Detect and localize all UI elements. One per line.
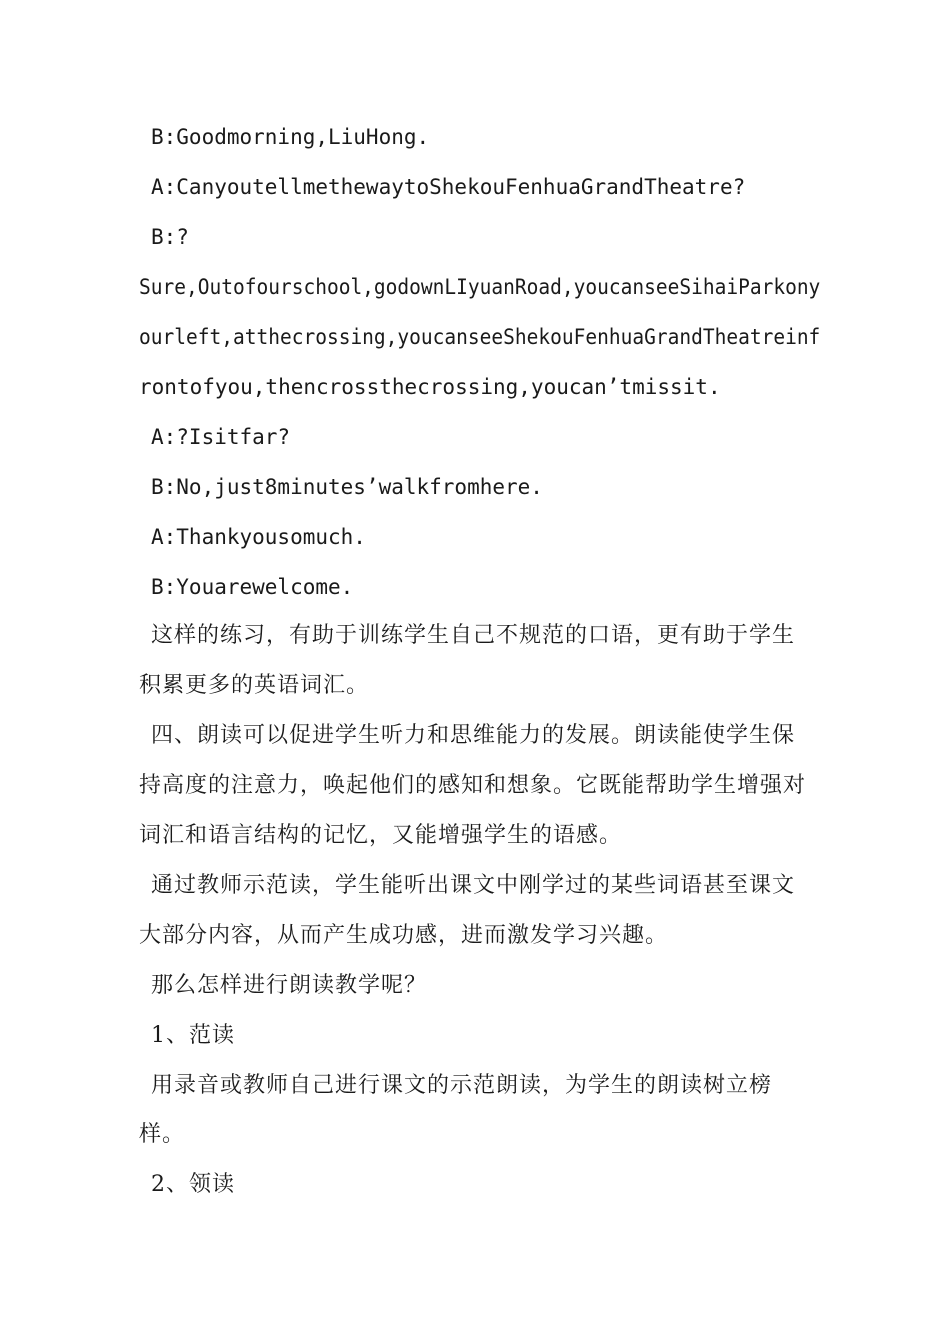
dialogue-line: rontofyou,thencrossthecrossing,youcan’tmissit. [139, 375, 721, 399]
dialogue-line: ourleft,atthecrossing,youcanseeShekouFenhuaGrandTheatreinf [139, 325, 821, 349]
dialogue-line: A:CanyoutellmethewaytoShekouFenhuaGrandTheatre? [151, 175, 746, 199]
paragraph-line: 大部分内容，从而产生成功感，进而激发学习兴趣。 [139, 923, 669, 948]
dialogue-line: Sure,Outofourschool,godownLIyuanRoad,youcanseeSihaiParkony [139, 275, 821, 299]
paragraph-line: 词汇和语言结构的记忆，又能增强学生的语感。 [139, 823, 623, 848]
paragraph-line: 积累更多的英语词汇。 [139, 673, 370, 698]
dialogue-line: B:No,just8minutes’walkfromhere. [151, 475, 543, 499]
paragraph-line: 持高度的注意力，唤起他们的感知和想象。它既能帮助学生增强对 [139, 773, 807, 798]
paragraph-line: 用录音或教师自己进行课文的示范朗读，为学生的朗读树立榜 [151, 1073, 773, 1098]
section-heading: 1、范读 [151, 1023, 235, 1048]
paragraph-line: 这样的练习，有助于训练学生自己不规范的口语，更有助于学生 [151, 623, 796, 648]
dialogue-line: B:Goodmorning,LiuHong. [151, 125, 430, 149]
dialogue-line: A:Thankyousomuch. [151, 525, 366, 549]
section-heading: 2、领读 [151, 1172, 235, 1197]
paragraph-line: 四、朗读可以促进学生听力和思维能力的发展。朗读能使学生保 [151, 723, 796, 748]
paragraph-line: 那么怎样进行朗读教学呢？ [151, 973, 428, 998]
dialogue-line: B:Youarewelcome. [151, 575, 354, 599]
paragraph-line: 样。 [139, 1122, 186, 1147]
dialogue-line: B:? [151, 225, 189, 249]
paragraph-line: 通过教师示范读，学生能听出课文中刚学过的某些词语甚至课文 [151, 873, 796, 898]
dialogue-line: A:?Isitfar? [151, 425, 291, 449]
